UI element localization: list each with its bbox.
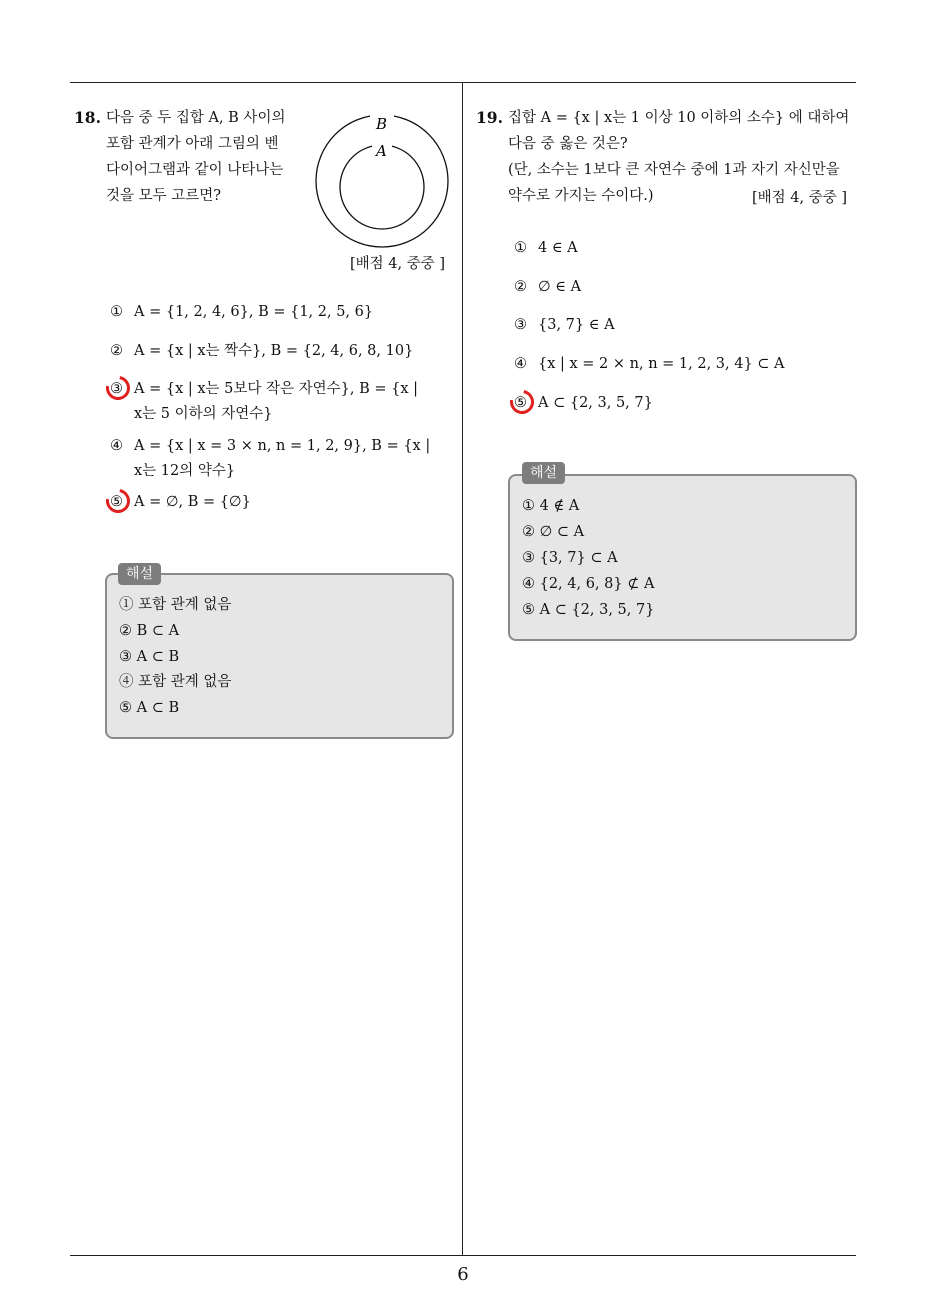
solution-line: ⑤ A ⊂ {2, 3, 5, 7} xyxy=(522,602,655,618)
choice-text: {x | x = 2 × n, n = 1, 2, 3, 4} ⊂ A xyxy=(538,356,785,372)
set-b-circle xyxy=(316,115,448,247)
choice-3-continued: x는 5 이하의 자연수} xyxy=(134,406,273,422)
solution-line: ④ 포함 관계 없음 xyxy=(119,674,232,690)
solution-line: ① 4 ∉ A xyxy=(522,498,580,514)
choice-text: A ⊂ {2, 3, 5, 7} xyxy=(538,395,653,411)
question-text-line: 포함 관계가 아래 그림의 벤 xyxy=(106,136,279,152)
question-text-line: 것을 모두 고르면? xyxy=(106,188,222,204)
choice-5[interactable] xyxy=(514,393,653,413)
question-text-line: (단, 소수는 1보다 큰 자연수 중에 1과 자기 자신만을 xyxy=(508,162,840,178)
choice-mark: ③ xyxy=(110,381,123,397)
question-text-line: 약수로 가지는 수이다.) xyxy=(508,188,654,204)
solution-line: ① 포함 관계 없음 xyxy=(119,597,232,613)
venn-diagram xyxy=(312,110,454,250)
choice-text: A = {x | x = 3 × n, n = 1, 2, 9}, B = {x | xyxy=(134,438,431,454)
question-number: 19. xyxy=(476,108,503,127)
choice-text: {3, 7} ∈ A xyxy=(538,317,615,333)
solution-line: ③ A ⊂ B xyxy=(119,649,180,665)
choice-mark: ④ xyxy=(110,438,123,454)
solution-line: ③ {3, 7} ⊂ A xyxy=(522,550,618,566)
column-divider xyxy=(462,82,463,1256)
question-text-line: 다음 중 옳은 것은? xyxy=(508,136,628,152)
question-text-line: 다이어그램과 같이 나타나는 xyxy=(106,162,284,178)
choice-mark: ④ xyxy=(514,356,527,372)
choice-2[interactable] xyxy=(110,341,413,361)
page-number: 6 xyxy=(457,1264,469,1285)
choice-text: A = {x | x는 5보다 작은 자연수}, B = {x | xyxy=(134,381,418,397)
set-a-label: A xyxy=(376,142,387,160)
choice-4-continued: x는 12의 약수} xyxy=(134,463,236,479)
solution-box xyxy=(508,474,857,641)
choice-3[interactable] xyxy=(110,379,418,399)
score-label: [배점 4, 중중 ] xyxy=(752,190,848,206)
set-b-label: B xyxy=(376,115,388,133)
choice-text: A = ∅, B = {∅} xyxy=(134,494,251,510)
solution-tag: 해설 xyxy=(522,462,565,484)
choice-mark: ① xyxy=(514,240,527,256)
choice-text: A = {x | x는 짝수}, B = {2, 4, 6, 8, 10} xyxy=(134,343,414,359)
choice-text: 4 ∈ A xyxy=(538,240,578,256)
choice-2[interactable] xyxy=(514,277,581,297)
choice-1[interactable] xyxy=(514,238,578,258)
solution-line: ② ∅ ⊂ A xyxy=(522,524,585,540)
choice-mark: ② xyxy=(110,343,123,359)
question-text-line: 집합 A = {x | x는 1 이상 10 이하의 소수} 에 대하여 xyxy=(508,110,850,126)
choice-3[interactable] xyxy=(514,315,615,335)
choice-mark: ① xyxy=(110,304,123,320)
choice-1[interactable] xyxy=(110,302,373,322)
choice-mark: ⑤ xyxy=(514,395,527,411)
solution-line: ⑤ A ⊂ B xyxy=(119,700,180,716)
choice-text: ∅ ∈ A xyxy=(538,279,582,295)
solution-line: ② B ⊂ A xyxy=(119,623,180,639)
solution-box xyxy=(105,573,454,739)
choice-text: A = {1, 2, 4, 6}, B = {1, 2, 5, 6} xyxy=(134,304,374,320)
question-number: 18. xyxy=(74,108,101,127)
footer-rule xyxy=(70,1255,856,1256)
solution-tag: 해설 xyxy=(118,563,161,585)
choice-mark: ② xyxy=(514,279,527,295)
question-text-line: 다음 중 두 집합 A, B 사이의 xyxy=(106,110,286,126)
choice-4[interactable] xyxy=(514,354,785,374)
choice-mark: ⑤ xyxy=(110,494,123,510)
header-rule xyxy=(70,82,856,83)
score-label: [배점 4, 중중 ] xyxy=(350,256,446,272)
choice-mark: ③ xyxy=(514,317,527,333)
choice-5[interactable] xyxy=(110,492,251,512)
choice-4[interactable] xyxy=(110,436,430,456)
solution-line: ④ {2, 4, 6, 8} ⊄ A xyxy=(522,576,655,592)
